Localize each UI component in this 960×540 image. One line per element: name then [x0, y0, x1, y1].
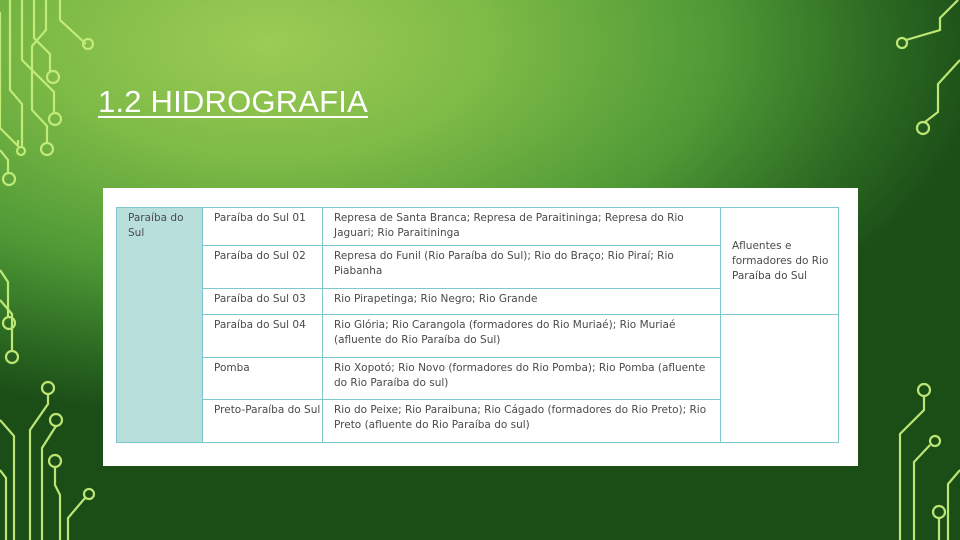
rivers-cell: Rio Pirapetinga; Rio Negro; Rio Grande [323, 289, 721, 315]
unit-cell: Pomba [203, 357, 323, 400]
unit-cell: Paraíba do Sul 01 [203, 208, 323, 246]
unit-cell: Paraíba do Sul 03 [203, 289, 323, 315]
table-row [117, 208, 839, 246]
hydrography-table [116, 207, 839, 443]
basin-cell: Paraíba do Sul [117, 208, 203, 443]
unit-cell: Preto-Paraíba do Sul [203, 400, 323, 443]
slide-title: 1.2 HIDROGRAFIA [98, 84, 368, 119]
rivers-cell: Rio Glória; Rio Carangola (formadores do Rio Muriaé); Rio Muriaé (afluente do Rio Paraíba do Sul) [323, 315, 721, 358]
empty-cell [721, 315, 839, 443]
rivers-cell: Rio Xopotó; Rio Novo (formadores do Rio Pomba); Rio Pomba (afluente do Rio Paraíba do sul) [323, 357, 721, 400]
table-row [117, 315, 839, 358]
rivers-cell: Represa de Santa Branca; Represa de Paraitininga; Represa do Rio Jaguari; Rio Paraitininga [323, 208, 721, 246]
unit-cell: Paraíba do Sul 04 [203, 315, 323, 358]
rivers-cell: Represa do Funil (Rio Paraíba do Sul); Rio do Braço; Rio Piraí; Rio Piabanha [323, 246, 721, 289]
hydrography-table-image [103, 188, 858, 466]
rivers-cell: Rio do Peixe; Rio Paraibuna; Rio Cágado (formadores do Rio Preto); Rio Preto (afluente do Rio Paraíba do sul) [323, 400, 721, 443]
side-note-cell: Afluentes e formadores do Rio Paraíba do Sul [721, 208, 839, 315]
unit-cell: Paraíba do Sul 02 [203, 246, 323, 289]
